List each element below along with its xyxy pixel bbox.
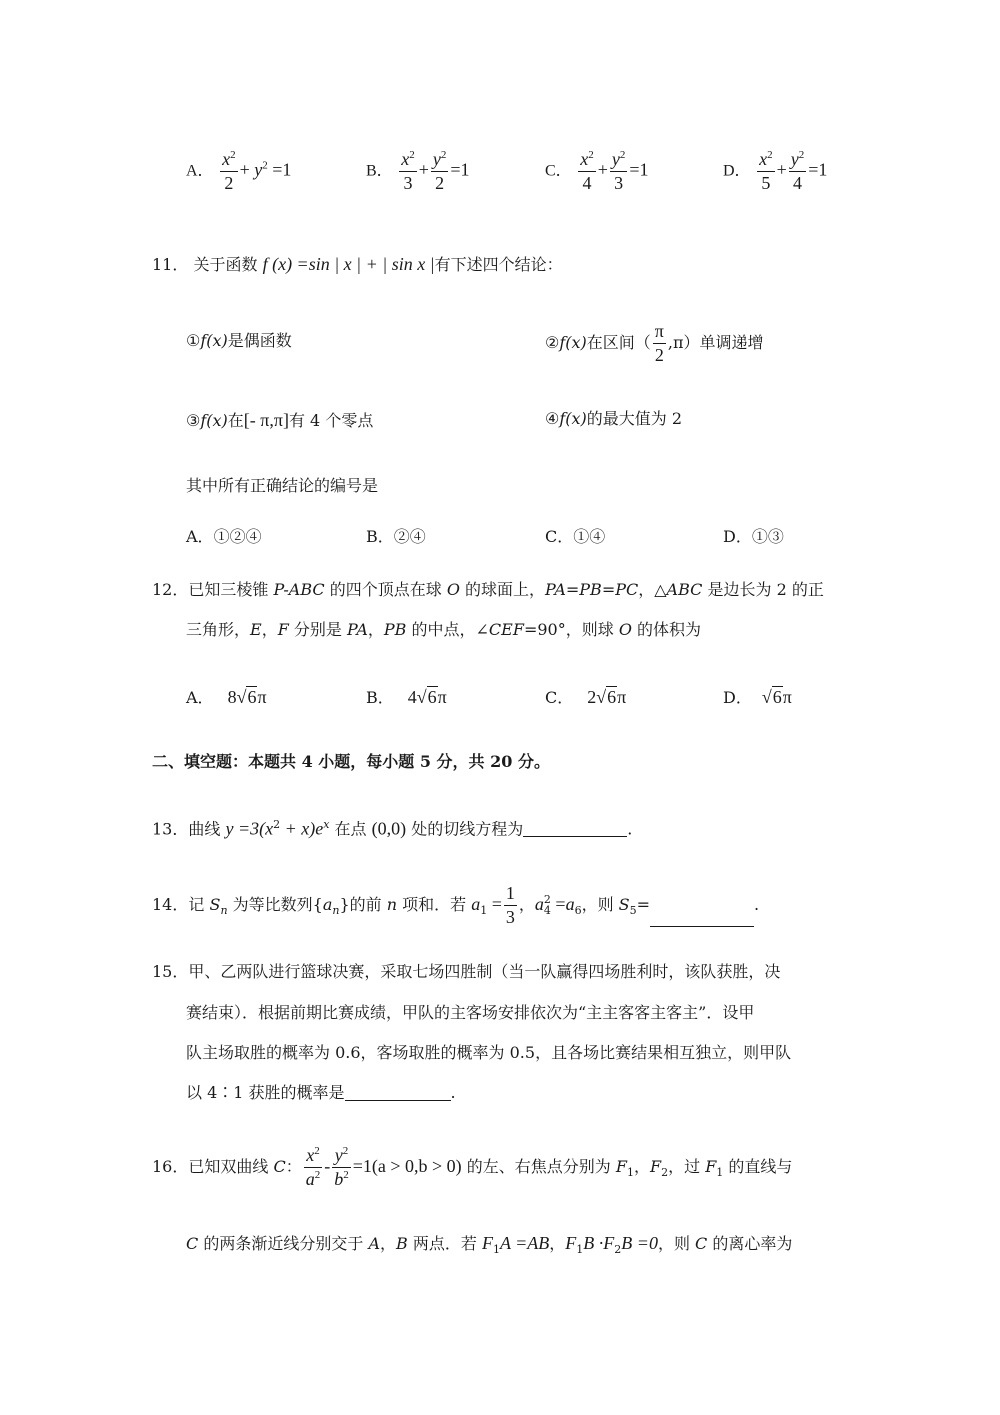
fraction: $\frac{x^2}{5}$	[759, 149, 773, 193]
fraction: $\frac{y^2}{4}$	[790, 149, 805, 193]
q11-conclusion-3: ③f(x)在[- π,π]有 4 个零点	[186, 410, 374, 430]
q13-stem: 13．曲线 $y =3(x^2 + x)e^x$ 在点 (0,0) 处的切线方程为 .	[152, 818, 633, 839]
fraction: $\frac{y^2}{3}$	[611, 149, 626, 193]
fraction: $\frac{x^2}{a^2}$	[305, 1145, 321, 1189]
answer-blank	[523, 820, 627, 837]
fraction: $\frac{y^2}{2}$	[432, 149, 447, 193]
q14-stem: 14．记 $S_n$ 为等比数列$\{a_n\}$的前 n 项和．若 $a_1$ = $\frac{1}{3}$ ，a 2 4 $=a_6$，则 $S_5=$ .	[152, 883, 760, 927]
answer-blank	[345, 1084, 451, 1101]
q11-conclusion-2: ②f(x)在区间（ $\frac{\pi}{2}$ ,π）单调递增	[545, 321, 764, 365]
fraction: $\frac{x^2}{4}$	[580, 149, 594, 193]
q12-option-d: D． √6π	[723, 687, 792, 707]
q12-stem-line2: 三角形，E，F 分别是 PA，PB 的中点，∠CEF=90°，则球 O 的体积为	[186, 620, 702, 639]
q15-line1: 15．甲、乙两队进行篮球决赛，采取七场四胜制（当一队赢得四场胜利时，该队获胜，决	[152, 962, 781, 981]
q12-option-a: A． 8√6π	[186, 687, 267, 707]
fraction: $\frac{x^2}{2}$	[222, 149, 236, 193]
q12-option-b: B． 4√6π	[366, 687, 447, 707]
q16-line2: C 的两条渐近线分别交于 A，B 两点．若 $F_1A =AB$，$F_1B \cdot F_2B =0$，则 C 的离心率为	[186, 1233, 793, 1257]
fraction: $\frac{1}{3}$	[505, 883, 515, 927]
q11-option-b: B．②④	[366, 527, 426, 546]
q15-line3: 队主场取胜的概率为 0.6，客场取胜的概率为 0.5，且各场比赛结果相互独立，则甲队	[186, 1043, 792, 1062]
q11-stem: 11． 关于函数 f (x) =sin | x | + | sin x |有下述四个结论：	[152, 254, 563, 274]
fraction: $\frac{\pi}{2}$	[654, 321, 664, 365]
q10-option-b: B． $\frac{x^2}{3}$ + $\frac{y^2}{2}$ =1	[366, 149, 470, 193]
q11-option-a: A．①②④	[186, 527, 262, 546]
answer-blank	[650, 910, 754, 927]
q15-line4: 以 4∶1 获胜的概率是 .	[186, 1083, 456, 1102]
section-title: 二、填空题：本题共 4 小题，每小题 5 分，共 20 分。	[152, 752, 550, 771]
q10-option-d: D． $\frac{x^2}{5}$ + $\frac{y^2}{4}$ =1	[723, 149, 828, 193]
q11-conclusion-1: ①f(x)是偶函数	[186, 331, 292, 350]
q10-option-c: C． $\frac{x^2}{4}$ + $\frac{y^2}{3}$ =1	[545, 149, 649, 193]
q10-option-a: A． $\frac{x^2}{2}$ + $y^2 =1$	[186, 149, 292, 193]
q12-option-c: C． 2√6π	[545, 687, 627, 707]
q12-stem-line1: 12．已知三棱锥 P-ABC 的四个顶点在球 O 的球面上，PA=PB=PC，△ABC 是边长为 2 的正	[152, 580, 824, 599]
fraction: $\frac{x^2}{3}$	[401, 149, 415, 193]
fraction: $\frac{y^2}{b^2}$	[334, 1145, 349, 1189]
q11-option-c: C．①④	[545, 527, 606, 546]
q16-line1: 16．已知双曲线 C： $\frac{x^2}{a^2}$ - $\frac{y^2}{b^2}$ =1(a > 0,b > 0) 的左、右焦点分别为 $F_1$，$F_2$，过 $F_1$ 的直线与	[152, 1145, 793, 1189]
q11-conclusion-4: ④f(x)的最大值为 2	[545, 409, 683, 428]
q11-question: 其中所有正确结论的编号是	[186, 476, 379, 495]
q11-option-d: D．①③	[723, 527, 784, 546]
q15-line2: 赛结束）．根据前期比赛成绩，甲队的主客场安排依次为“主主客客主客主”．设甲	[186, 1003, 755, 1022]
